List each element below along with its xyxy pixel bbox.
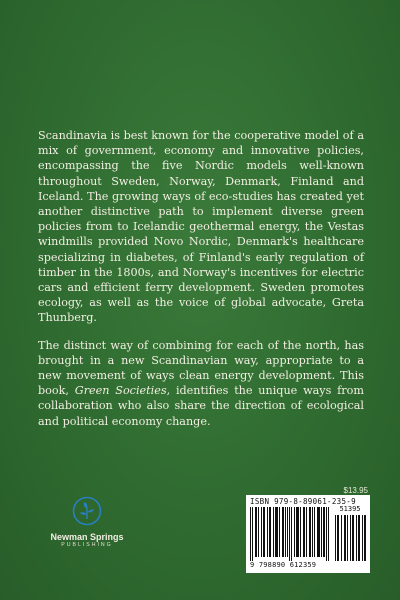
back-cover-blurb xyxy=(38,128,364,441)
addon-barcode-bars xyxy=(332,505,368,561)
isbn-barcode xyxy=(246,495,370,573)
ean-barcode-bars xyxy=(250,507,330,561)
blurb-paragraph-1: Scandinavia is best known for the cooperative model of a mix of government, economy and innovative policies, encompassing the five Nordic models well-known throughout Sweden, Norway, Denmark, Finland and Iceland. The growing ways of eco-studies has created yet another distinctive path to implement diverse green policies from to Icelandic geothermal energy, the Vestas windmills provided Novo Nordic, Denmark's healthcare specializing in diabetes, of Finland's early regulation of timber in the 1800s, and Norway's incentives for electric cars and efficient ferry development. Sweden promotes ecology, as well as the voice of global advocate, Greta Thunberg. xyxy=(38,129,364,325)
blurb-paragraph-2-end: , identifies the unique ways from collaboration who also share the direction of ecological and political economy change. xyxy=(38,384,364,428)
isbn-text: ISBN 979-8-89061-235-9 xyxy=(250,497,356,506)
publisher-logo xyxy=(48,496,126,548)
publisher-subtitle: PUBLISHING xyxy=(61,542,113,548)
price-label: $13.95 xyxy=(343,486,368,495)
price-addon-number: 51395 xyxy=(339,505,361,513)
blurb-paragraph-2 xyxy=(38,338,364,429)
ean-number: 9 798890 612359 xyxy=(250,561,317,569)
publisher-name: Newman Springs xyxy=(50,532,124,542)
leaf-logo-icon xyxy=(72,496,102,526)
book-title-italic: Green Societies xyxy=(74,384,167,398)
blurb-paragraph-2-start: The distinct way of combining for each of the north, has brought in a new Scandinavian way, appropriate to a new movement of ways clean energy development. This book, xyxy=(38,338,364,398)
